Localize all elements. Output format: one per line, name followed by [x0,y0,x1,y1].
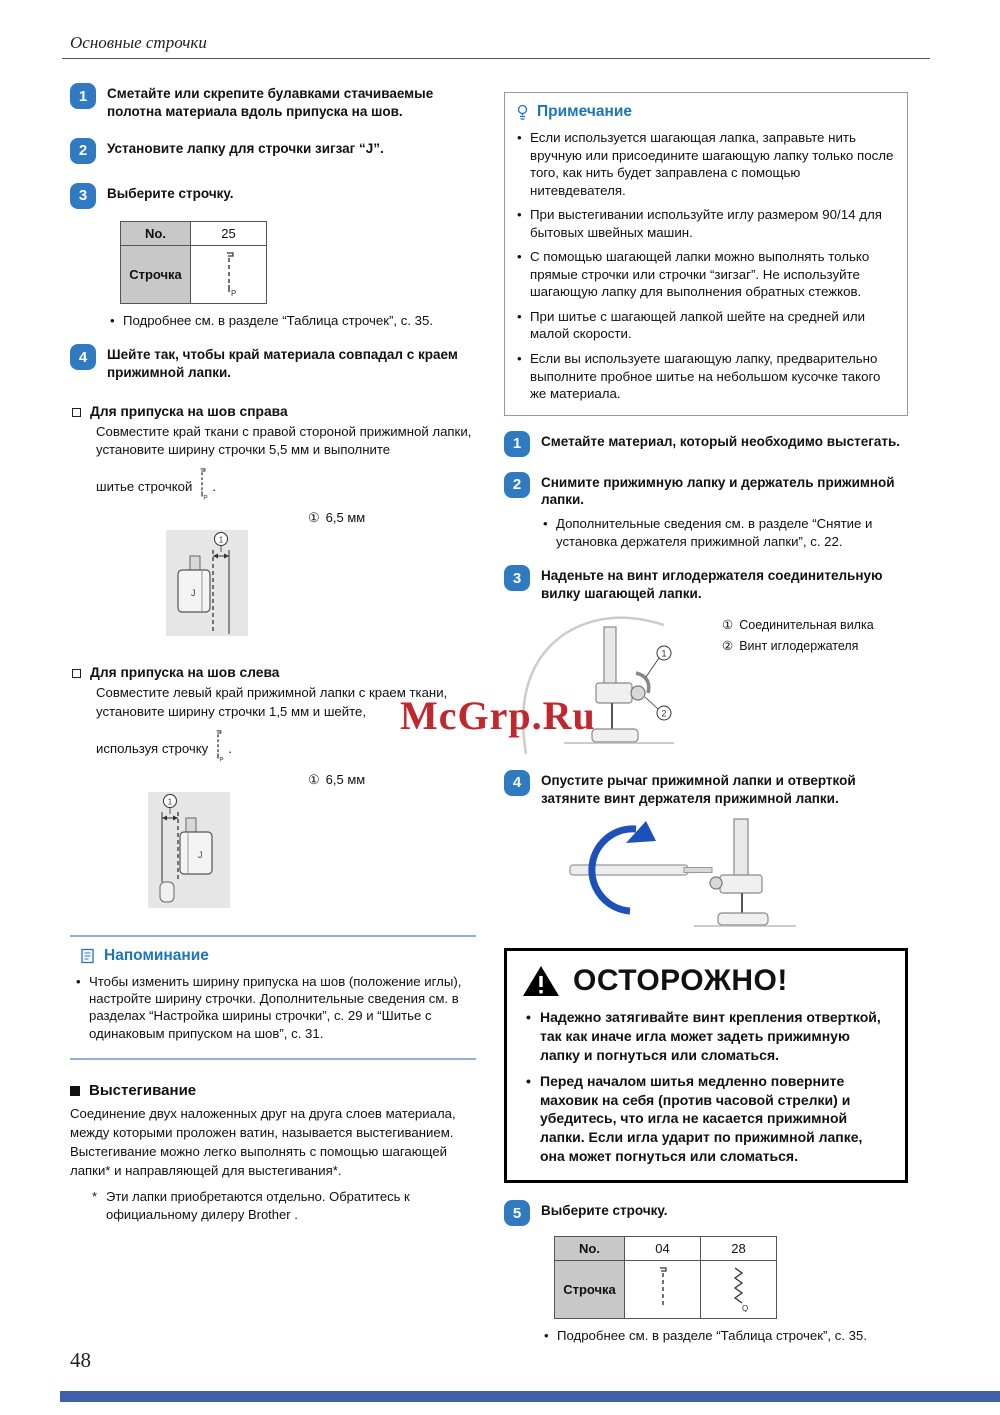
caution-item: • Перед началом шитья медленно поверните маховик на себя (против часовой стрелки) и убедитесь, что игла не касается прижимной лапки. Если игла ударит по прижимной лапке, она может погнуться или сломаться. [522,1072,890,1165]
width-callout: ① 6,5 мм [308,510,366,526]
quilting-body: Соединение двух наложенных друг на друга слоев материала, между которыми проложен ватин, называется выстегиванием. Выстегивание можно легко выполнять с помощью шагающей лапки* и направляющей для выстегивания*. [70,1106,456,1178]
table-row [555,1237,777,1261]
watermark: McGrp.Ru [400,693,596,738]
figure-legend [722,615,874,658]
step-2-right [504,471,908,510]
caution-title: ОСТОРОЖНО! [522,964,890,998]
section-heading: Выстегивание [70,1082,476,1099]
note-item: • При выстегивании используйте иглу размером 90/14 для бытовых швейных машин. [515,206,895,241]
stitch-selection-table [120,221,267,304]
step-number-badge: 2 [504,472,530,498]
quilting-section [70,1082,476,1223]
step-number-badge: 1 [70,83,96,109]
subsection-title: Для припуска на шов справа [90,403,288,419]
body-text-line2: шитье строчкой P . [96,466,216,500]
step-instruction: Выберите строчку. [107,185,234,201]
step-number-badge: 5 [504,1200,530,1226]
reminder-box [70,935,476,1061]
table-row [121,245,267,303]
straight-stitch-p-icon [211,728,225,762]
svg-text:P: P [203,494,209,501]
step-number-badge: 4 [70,344,96,370]
body-text: Совместите край ткани с правой стороной прижимной лапки, установите ширину строчки 5,5 мм и выполните [96,423,472,458]
step-1-right [504,430,908,457]
table-header-no: No. [121,221,191,245]
memo-icon [80,948,96,964]
svg-text:J: J [198,849,203,860]
reminder-title: Напоминание [80,947,472,965]
tighten-screw-figure-wrap [556,813,908,940]
step-4-left [70,343,476,382]
straight-stitch-p-icon [220,249,238,297]
step-instruction: Шейте так, чтобы край материала совпадал с краем прижимной лапки. [107,347,458,380]
right-seam-heading [70,404,476,419]
svg-text:1: 1 [167,797,173,807]
step-instruction: Выберите строчку. [541,1203,668,1219]
svg-text:2: 2 [661,708,667,719]
lamp-icon [515,104,530,121]
note-item: • С помощью шагающей лапки можно выполнять только прямые строчки или строчки “зигзаг”. Не используйте шагающую лапку для выполнения обратных стежков. [515,248,895,301]
step-number-badge: 2 [70,138,96,164]
step-instruction: Опустите рычаг прижимной лапки и отверткой затяните винт держателя прижимной лапки. [541,772,856,806]
step-number-badge: 3 [504,565,530,591]
width-callout: ① 6,5 мм [308,771,366,787]
step-1-left [70,82,476,121]
legend-item: ① Соединительная вилка [722,617,874,632]
svg-text:Q: Q [741,1304,748,1313]
stitch-number-cell: 25 [191,221,267,245]
caution-item: • Надежно затягивайте винт крепления отверткой, так как иначе игла может задеть прижимную лапку и погнуться или сломаться. [522,1008,890,1064]
reminder-body: • Чтобы изменить ширину припуска на шов (положение иглы), настройте ширину строчки. Дополнительные сведения см. в разделах “Настройка ширины строчки”, с. 29 и “Шитье с одинаковым припуском на шов”, с. 31. [74,973,472,1043]
step-instruction: Снимите прижимную лапку и держатель прижимной лапки. [541,474,895,508]
table-row [121,221,267,245]
table-row [555,1261,777,1319]
step-number-badge: 3 [70,183,96,209]
body-text-line2: используя строчку P . [96,728,232,762]
body-text: Совместите левый край прижимной лапки с краем ткани, установите ширину строчки 1,5 мм и шейте, [96,685,448,719]
step-4-right [504,769,908,808]
step-number-badge: 1 [504,431,530,457]
step-number-badge: 4 [504,770,530,796]
svg-text:P: P [219,755,224,762]
svg-text:J: J [191,588,196,599]
note-box [504,92,908,416]
straight-stitch-icon [655,1264,671,1312]
section-marker-icon [70,1086,80,1096]
step-sub-note: • Дополнительные сведения см. в разделе “Снятие и установка держателя прижимной лапки”, с. 22. [541,515,908,550]
step-2-left [70,137,476,164]
step-5-right [504,1199,908,1226]
table-header-stitch: Строчка [555,1261,625,1319]
table-header-stitch: Строчка [121,245,191,303]
step-instruction: Сметайте или скрепите булавками стачиваемые полотна материала вдоль припуска на шов. [107,86,434,119]
presser-foot-left-edge-figure [148,792,230,908]
checkbox-square-icon [72,669,81,678]
footer-bar [60,1391,1000,1402]
left-seam-figure [148,792,476,913]
page-number: 48 [70,1348,91,1372]
step-3-left [70,182,476,209]
warning-triangle-icon [522,964,560,998]
stitch-04-cell [625,1261,701,1319]
stitch-number-cell: 28 [701,1237,777,1261]
table-header-no: No. [555,1237,625,1261]
note-item: • При шитье с шагающей лапкой шейте на средней или малой скорости. [515,308,895,343]
zigzag-stitch-q-icon [729,1264,749,1312]
tighten-screw-figure [556,813,806,935]
header-rule [62,58,930,59]
straight-stitch-p-icon [195,466,209,500]
right-seam-body [96,423,476,500]
quilting-footnote: * Эти лапки приобретаются отдельно. Обратитесь к официальному дилеру Brother . [92,1189,410,1222]
svg-text:1: 1 [218,535,224,545]
presser-foot-right-edge-figure [166,530,248,636]
checkbox-square-icon [72,408,81,417]
caution-box [504,948,908,1183]
svg-text:1: 1 [661,648,667,659]
table-note: • Подробнее см. в разделе “Таблица строчек”, с. 35. [108,312,476,329]
left-seam-heading [70,665,476,680]
table-note: • Подробнее см. в разделе “Таблица строчек”, с. 35. [542,1327,908,1344]
page-title: Основные строчки [70,33,207,52]
note-title: Примечание [515,103,895,121]
stitch-25-cell [191,245,267,303]
note-item: • Если используется шагающая лапка, заправьте нить вручную или присоедините шагающую лапку только после того, как нить будет заправлена с помощью нитевдевателя. [515,129,895,199]
step-instruction: Сметайте материал, который необходимо выстегать. [541,433,900,449]
left-column [70,82,476,1223]
stitch-28-cell [701,1261,777,1319]
step-3-right [504,564,908,603]
note-item: • Если вы используете шагающую лапку, предварительно выполните пробное шитье на небольшом кусочке такого же материала. [515,350,895,403]
stitch-number-cell: 04 [625,1237,701,1261]
step-instruction: Наденьте на винт иглодержателя соединительную вилку шагающей лапки. [541,568,883,601]
legend-item: ② Винт иглодержателя [722,639,859,653]
right-seam-figure [166,530,476,641]
svg-text:P: P [230,288,236,297]
stitch-selection-table-2 [554,1236,777,1319]
step-instruction: Установите лапку для строчки зигзаг “J”. [107,140,384,156]
subsection-title: Для припуска на шов слева [90,665,280,681]
